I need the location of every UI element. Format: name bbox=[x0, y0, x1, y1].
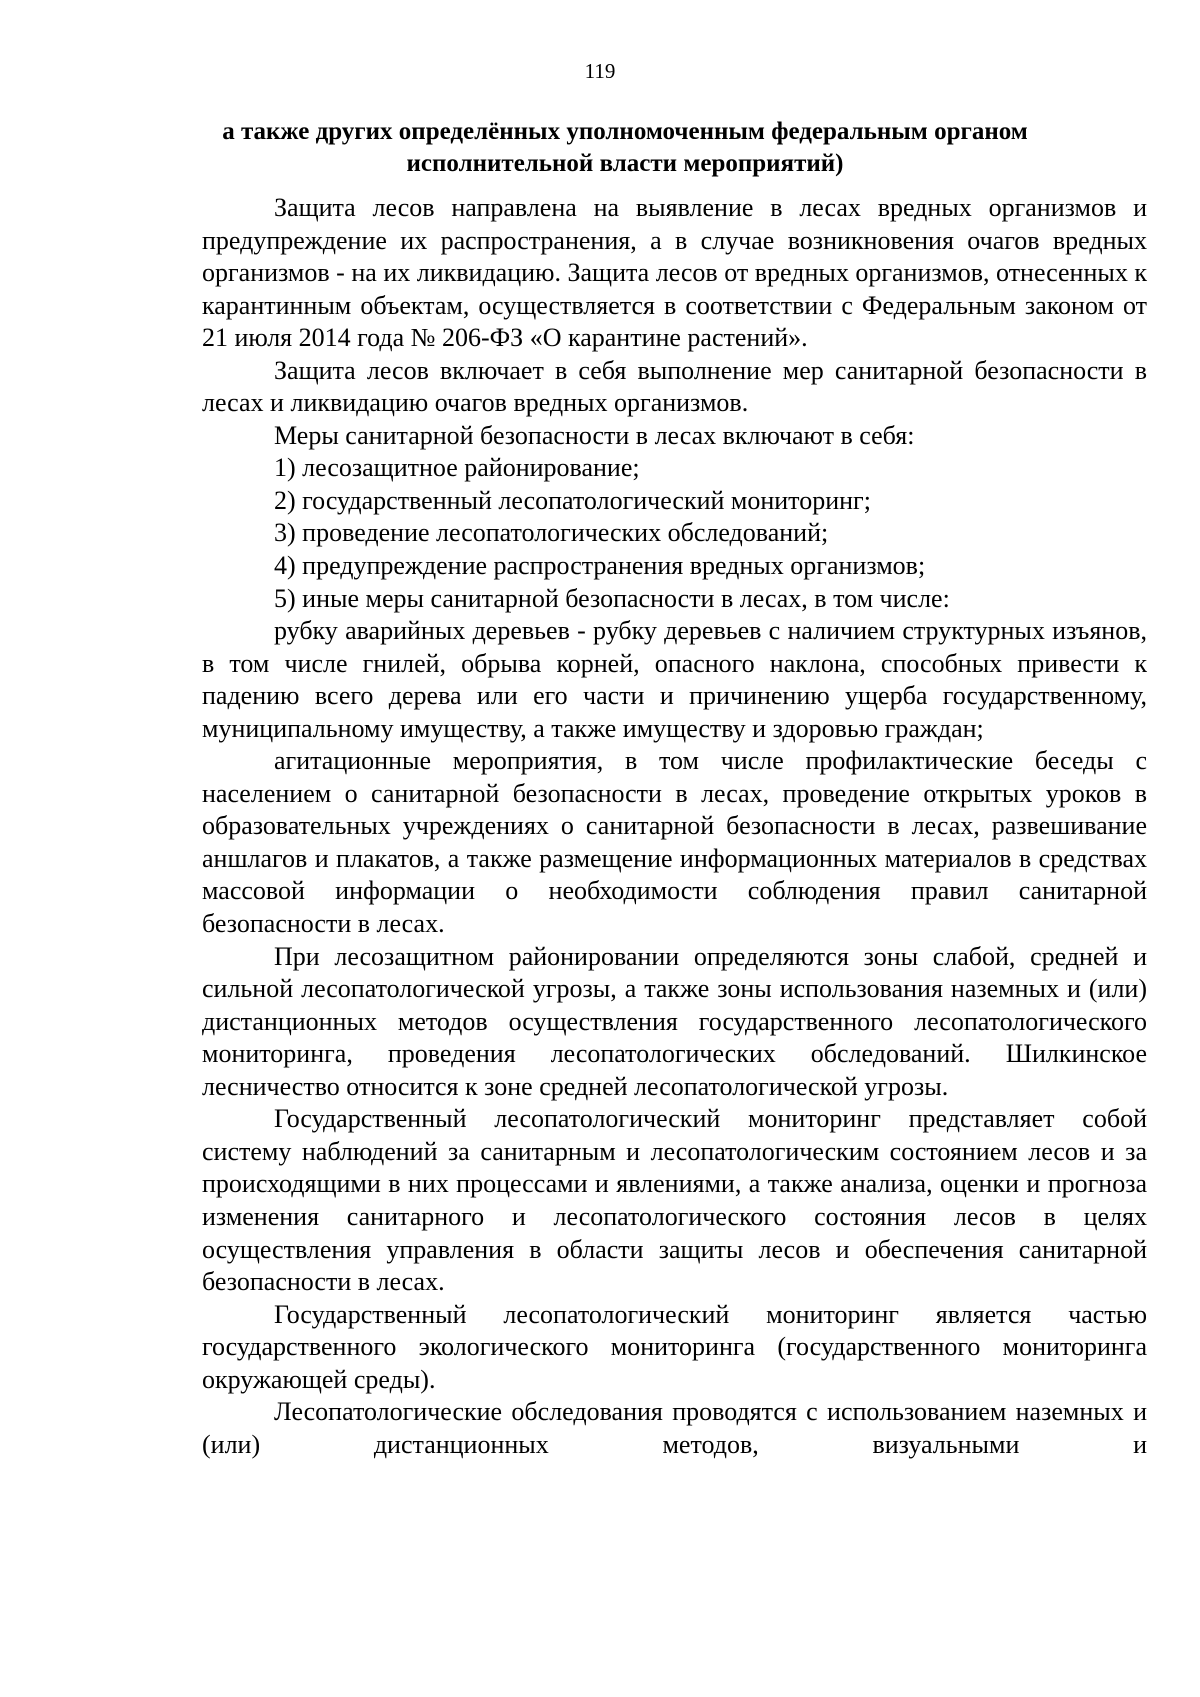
list-item-1: 1) лесозащитное районирование; bbox=[274, 453, 640, 483]
paragraph-monitoring-definition: Государственный лесопатологический мониторинг представляет собой систему наблюдений за санитарным и лесопатологическим состоянием лесов и за происходящими в них процессами и явлениями, а также анализа, оценки и прогноза изменения санитарного и лесопатологического состояния лесов в целях осуществления управления в области защиты лесов и обеспечения санитарной безопасности в лесах. bbox=[202, 1104, 1147, 1297]
paragraph-forest-protection-includes: Защита лесов включает в себя выполнение мер санитарной безопасности в лесах и ликвидацию очагов вредных организмов. bbox=[202, 355, 1147, 418]
paragraph-zoning: При лесозащитном районировании определяются зоны слабой, средней и сильной лесопатологической угрозы, а также зоны использования наземных и (или) дистанционных методов осуществления государственного лесопатологического мониторинга, проведения лесопатологических обследований. Шилкинское лесничество относится к зоне средней лесопатологической угрозы. bbox=[202, 941, 1147, 1101]
list-item-3: 3) проведение лесопатологических обследований; bbox=[274, 518, 829, 548]
paragraph-sanitary-measures-intro: Меры санитарной безопасности в лесах включают в себя: bbox=[274, 420, 915, 450]
paragraph-forest-protection-intro: Защита лесов направлена на выявление в лесах вредных организмов и предупреждение их распространения, а в случае возникновения очагов вредных организмов - на их ликвидацию. Защита лесов от вредных организмов, отнесенных к карантинным объектам, осуществляется в соответствии с Федеральным законом от 21 июля 2014 года № 206-ФЗ «О карантине растений». bbox=[202, 193, 1147, 353]
page-number: 119 bbox=[584, 59, 616, 83]
list-item-4: 4) предупреждение распространения вредных организмов; bbox=[274, 551, 926, 581]
document-body bbox=[202, 192, 1147, 1461]
heading-line-1: а также других определённых уполномоченным федеральным органом bbox=[222, 118, 1028, 145]
heading-line-2: исполнительной власти мероприятий) bbox=[406, 150, 844, 177]
paragraph-awareness-events: агитационные мероприятия, в том числе профилактические беседы с населением о санитарной безопасности в лесах, проведение открытых уроков в образовательных учреждениях о санитарной безопасности в лесах, развешивание аншлагов и плакатов, а также размещение информационных материалов в средствах массовой информации о необходимости соблюдения правил санитарной безопасности в лесах. bbox=[202, 746, 1147, 939]
paragraph-surveys: Лесопатологические обследования проводятся с использованием наземных и (или) дистанционных методов, визуальными и bbox=[202, 1397, 1147, 1459]
section-heading bbox=[200, 116, 1050, 180]
paragraph-monitoring-part: Государственный лесопатологический мониторинг является частью государственного экологического мониторинга (государственного мониторинга окружающей среды). bbox=[202, 1299, 1147, 1394]
paragraph-emergency-trees: рубку аварийных деревьев - рубку деревьев с наличием структурных изъянов, в том числе гнилей, обрыва корней, опасного наклона, способных привести к падению всего дерева или его части и причинению ущерба государственному, муниципальному имуществу, а также имуществу и здоровью граждан; bbox=[202, 616, 1147, 743]
list-item-5: 5) иные меры санитарной безопасности в лесах, в том числе: bbox=[274, 583, 950, 613]
list-item-2: 2) государственный лесопатологический мониторинг; bbox=[274, 485, 871, 515]
